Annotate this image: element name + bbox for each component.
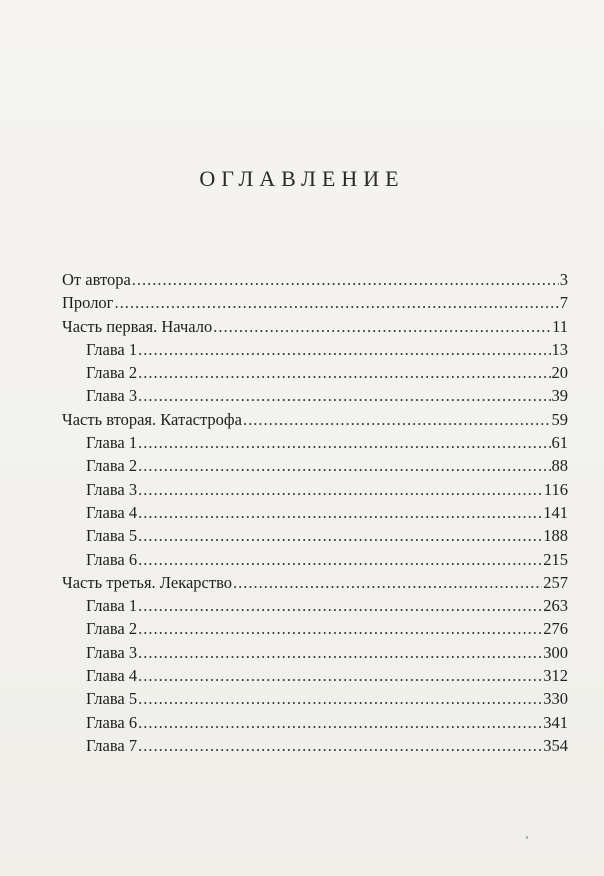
toc-entry [62,571,568,594]
toc-dot-leader [138,594,542,617]
toc-entry [62,268,568,291]
toc-entry-page-number: 300 [543,642,568,662]
toc-entry-page-number: 141 [543,502,568,522]
toc-entry-page-number: 59 [551,409,568,429]
page-title: ОГЛАВЛЕНИЕ [199,166,405,191]
toc-entry [62,664,568,687]
toc-dot-leader [138,454,550,477]
toc-dot-leader [138,734,542,757]
toc-entry-label: Глава 2 [86,619,138,639]
toc-entry-label: Глава 5 [86,526,138,546]
toc-entry-page-number: 215 [543,549,568,569]
toc-entry-label: Глава 1 [86,596,138,616]
toc-dot-leader [138,664,542,687]
toc-entry [62,454,568,477]
toc-entry [62,361,568,384]
toc-entry-page-number: 88 [551,456,568,476]
paper-speck [526,836,528,839]
toc-entry-label: Глава 4 [86,666,138,686]
toc-entry [62,431,568,454]
toc-entry-page-number: 39 [551,386,568,406]
toc-dot-leader [138,431,550,454]
toc-dot-leader [138,548,542,571]
toc-entry-label: Глава 6 [86,712,138,732]
toc-entry [62,687,568,710]
toc-entry-label: Глава 6 [86,549,138,569]
toc-entry-page-number: 276 [543,619,568,639]
toc-entry-label: От автора [62,270,131,289]
toc-dot-leader [138,524,542,547]
toc-entry-label: Глава 1 [86,433,138,453]
toc-dot-leader [138,338,550,361]
toc-entry [62,478,568,501]
toc-entry-page-number: 354 [543,735,568,755]
toc-entry-page-number: 263 [543,596,568,616]
toc-dot-leader [138,478,543,501]
toc-dot-leader [138,384,550,407]
toc-dot-leader [138,687,542,710]
toc-entry [62,408,568,431]
toc-entry-page-number: 7 [559,293,568,313]
toc-entry-page-number: 330 [543,689,568,709]
toc-entry-label: Глава 7 [86,735,138,755]
toc-entry [62,641,568,664]
toc-dot-leader [132,268,559,291]
toc-entry [62,548,568,571]
toc-entry-label: Часть третья. Лекарство [62,572,232,592]
toc-entry-page-number: 188 [543,526,568,546]
toc-entry [62,617,568,640]
toc-entry [62,315,568,338]
toc-entry-page-number: 341 [543,712,568,732]
toc-entry-label: Глава 2 [86,363,138,383]
toc-dot-leader [138,641,542,664]
toc-dot-leader [138,501,542,524]
toc-dot-leader [114,291,558,314]
toc-entry-page-number: 13 [551,339,568,359]
toc-entry-page-number: 20 [551,363,568,383]
toc-entry-label: Глава 3 [86,386,138,406]
toc-entry [62,524,568,547]
toc-dot-leader [243,408,551,431]
toc-entry-page-number: 61 [551,433,568,453]
toc-entry-label: Глава 1 [86,339,138,359]
toc-entry [62,711,568,734]
toc-entry [62,384,568,407]
toc-entry-label: Часть вторая. Катастрофа [62,409,242,429]
toc-entry-label: Глава 2 [86,456,138,476]
toc-entry [62,734,568,757]
toc-entry-page-number: 116 [543,479,568,499]
toc-dot-leader [138,361,550,384]
toc-entry-page-number: 257 [543,572,568,592]
toc-entry [62,501,568,524]
toc-entry-label: Глава 5 [86,689,138,709]
toc-entry-label: Глава 4 [86,502,138,522]
toc-dot-leader [138,711,542,734]
toc-entry-page-number: 11 [552,316,568,336]
toc-entry-label: Глава 3 [86,642,138,662]
toc-dot-leader [233,571,542,594]
toc-dot-leader [138,617,542,640]
table-of-contents [62,268,568,757]
toc-entry-page-number: 312 [543,666,568,686]
toc-entry [62,338,568,361]
toc-entry [62,594,568,617]
toc-entry-label: Глава 3 [86,479,138,499]
toc-entry-page-number: 3 [559,270,568,289]
toc-entry-label: Часть первая. Начало [62,316,213,336]
toc-dot-leader [213,315,551,338]
toc-entry-label: Пролог [62,293,114,313]
toc-entry [62,291,568,314]
